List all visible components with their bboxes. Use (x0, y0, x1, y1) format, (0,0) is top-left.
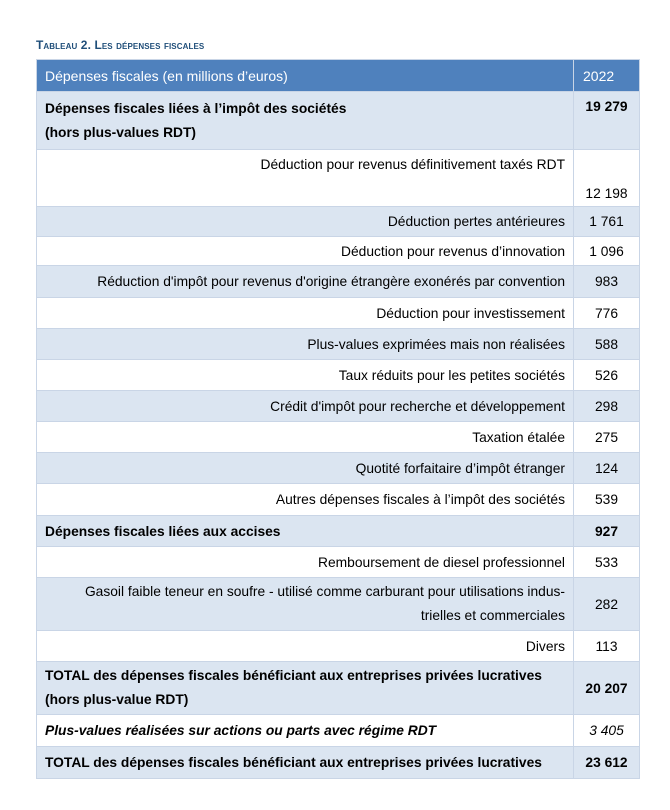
table-row (37, 747, 640, 779)
row-value: 533 (574, 547, 640, 578)
table-caption: Tableau 2. Les dépenses fiscales (36, 38, 205, 52)
row-label: TOTAL des dépenses fiscales bénéficiant aux entreprises privées lucratives (hors plus-value RDT) (37, 662, 574, 715)
table-row (37, 329, 640, 360)
row-value: 282 (574, 578, 640, 631)
table-row (37, 298, 640, 329)
row-value: 19 279 (574, 92, 640, 150)
row-label: Taux réduits pour les petites sociétés (37, 360, 574, 391)
row-value: 983 (574, 266, 640, 298)
row-label: TOTAL des dépenses fiscales bénéficiant aux entreprises privées lucratives (37, 747, 574, 779)
row-label: Déduction pour revenus d’innovation (37, 237, 574, 266)
table-row (37, 266, 640, 298)
row-label: Dépenses fiscales liées à l’impôt des sociétés (hors plus-values RDT) (37, 92, 574, 150)
row-label: Déduction pour investissement (37, 298, 574, 329)
table-row (37, 547, 640, 578)
table-row (37, 360, 640, 391)
row-value: 1 761 (574, 207, 640, 237)
table-row (37, 516, 640, 547)
row-value: 3 405 (574, 715, 640, 747)
table-row (37, 150, 640, 207)
header-label: Dépenses fiscales (en millions d’euros) (37, 60, 574, 92)
row-label: Crédit d'impôt pour recherche et développement (37, 391, 574, 422)
table-row (37, 237, 640, 266)
table-row (37, 662, 640, 715)
row-label: Dépenses fiscales liées aux accises (37, 516, 574, 547)
table-row (37, 92, 640, 150)
row-label: Remboursement de diesel professionnel (37, 547, 574, 578)
row-label: Divers (37, 631, 574, 662)
table-header-row (37, 60, 640, 92)
row-label: Plus-values exprimées mais non réalisées (37, 329, 574, 360)
tax-expenditure-table (36, 59, 640, 779)
table-row (37, 391, 640, 422)
row-value: 124 (574, 453, 640, 484)
row-value: 776 (574, 298, 640, 329)
row-value: 275 (574, 422, 640, 453)
row-value: 539 (574, 484, 640, 516)
row-label: Taxation étalée (37, 422, 574, 453)
row-label: Réduction d'impôt pour revenus d'origine étrangère exonérés par convention (37, 266, 574, 298)
table-row (37, 422, 640, 453)
table-row (37, 484, 640, 516)
row-value: 20 207 (574, 662, 640, 715)
table-row (37, 715, 640, 747)
table-row (37, 578, 640, 631)
row-label: Autres dépenses fiscales à l’impôt des sociétés (37, 484, 574, 516)
table-row (37, 631, 640, 662)
row-value: 23 612 (574, 747, 640, 779)
row-value: 927 (574, 516, 640, 547)
row-value: 113 (574, 631, 640, 662)
row-value: 526 (574, 360, 640, 391)
row-value: 298 (574, 391, 640, 422)
table-row (37, 207, 640, 237)
row-value: 588 (574, 329, 640, 360)
row-value: 1 096 (574, 237, 640, 266)
header-year: 2022 (574, 60, 640, 92)
row-label: Gasoil faible teneur en soufre - utilisé comme carburant pour utilisations indus- trielles et commerciales (37, 578, 574, 631)
row-label: Quotité forfaitaire d’impôt étranger (37, 453, 574, 484)
row-label: Plus-values réalisées sur actions ou parts avec régime RDT (37, 715, 574, 747)
row-label: Déduction pour revenus définitivement taxés RDT (37, 150, 574, 207)
row-value: 12 198 (574, 150, 640, 207)
table-row (37, 453, 640, 484)
row-label: Déduction pertes antérieures (37, 207, 574, 237)
